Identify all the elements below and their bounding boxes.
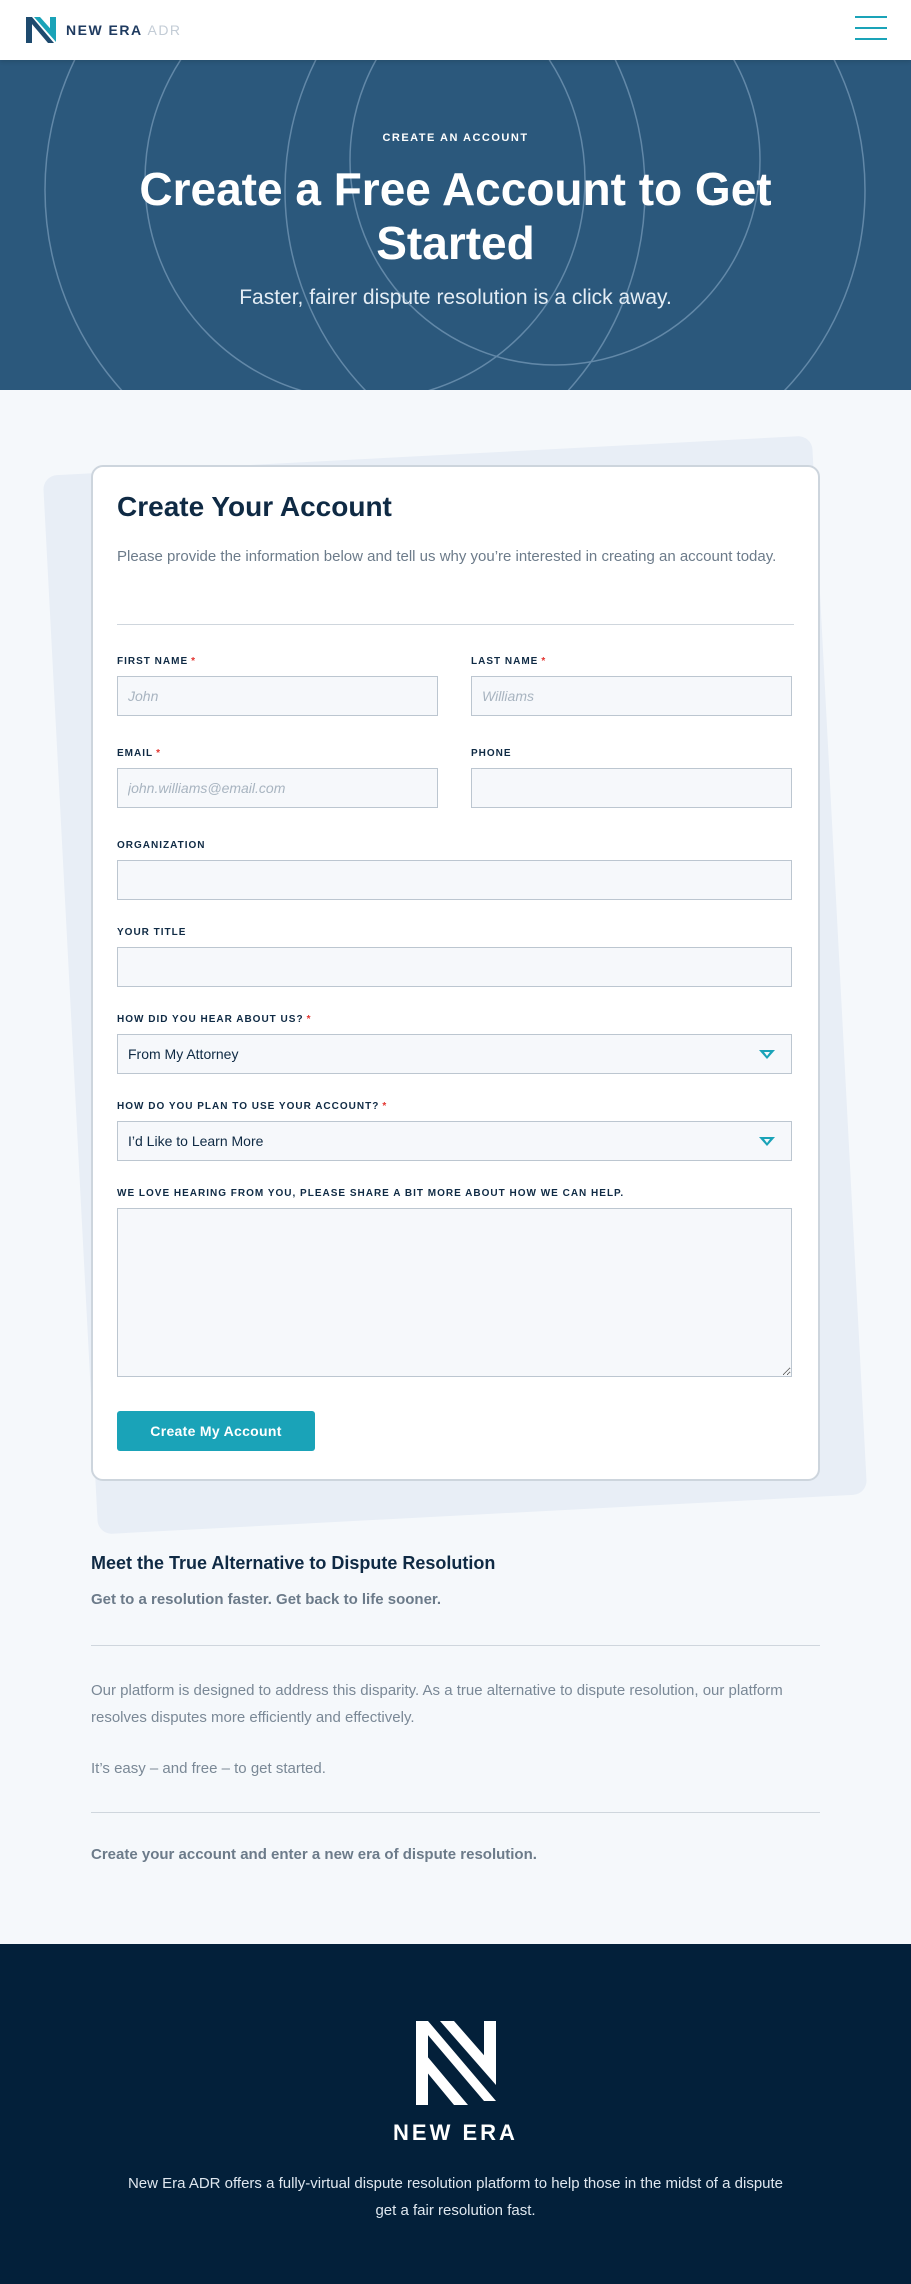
chevron-down-icon	[759, 1137, 775, 1146]
email-label: EMAIL *	[117, 748, 162, 759]
required-marker: *	[306, 1014, 312, 1025]
required-marker: *	[541, 656, 547, 667]
heard-about-selected-value: From My Attorney	[128, 1046, 239, 1062]
footer-brand: NEW ERA	[393, 2120, 518, 2145]
your-title-label: YOUR TITLE	[117, 927, 187, 938]
info-divider	[91, 1645, 820, 1646]
message-textarea[interactable]	[117, 1208, 792, 1377]
first-name-input[interactable]	[117, 676, 438, 716]
chevron-down-icon	[759, 1050, 775, 1059]
info-paragraph: It’s easy – and free – to get started.	[91, 1760, 326, 1777]
info-cta-text: Create your account and enter a new era of dispute resolution.	[91, 1846, 537, 1863]
email-input[interactable]	[117, 768, 438, 808]
plan-use-selected-value: I’d Like to Learn More	[128, 1133, 264, 1149]
info-subtitle: Get to a resolution faster. Get back to life sooner.	[91, 1591, 442, 1608]
phone-label: PHONE	[471, 748, 512, 759]
plan-use-label: HOW DO YOU PLAN TO USE YOUR ACCOUNT? *	[117, 1101, 388, 1112]
hamburger-menu-icon[interactable]	[855, 16, 887, 42]
phone-input[interactable]	[471, 768, 792, 808]
last-name-label: LAST NAME *	[471, 656, 547, 667]
info-paragraph: Our platform is designed to address this disparity. As a true alternative to dispute resolution, our platform resolves disputes more efficiently and effectively.	[91, 1682, 783, 1726]
page-title: Create a Free Account to Get Started	[139, 163, 772, 269]
brand-logo[interactable]	[24, 13, 182, 47]
organization-label: ORGANIZATION	[117, 840, 206, 851]
required-marker: *	[156, 748, 162, 759]
hero-subtitle: Faster, fairer dispute resolution is a click away.	[239, 286, 672, 309]
footer-description: New Era ADR offers a fully-virtual dispute resolution platform to help those in the midst of a dispute get a fair resolution fast.	[127, 2175, 784, 2219]
required-marker: *	[191, 656, 197, 667]
last-name-input[interactable]	[471, 676, 792, 716]
first-name-label: FIRST NAME *	[117, 656, 197, 667]
hero-eyebrow: CREATE AN ACCOUNT	[382, 132, 529, 144]
form-title: Create Your Account	[117, 491, 392, 522]
new-era-logo-icon	[24, 13, 58, 47]
heard-about-label: HOW DID YOU HEAR ABOUT US? *	[117, 1014, 312, 1025]
plan-use-select[interactable]	[117, 1121, 792, 1161]
your-title-input[interactable]	[117, 947, 792, 987]
site-footer	[0, 1944, 911, 2284]
message-label: WE LOVE HEARING FROM YOU, PLEASE SHARE A BIT MORE ABOUT HOW WE CAN HELP.	[117, 1188, 625, 1199]
create-account-form	[91, 465, 820, 1481]
organization-input[interactable]	[117, 860, 792, 900]
form-description: Please provide the information below and tell us why you’re interested in creating an account today.	[117, 548, 777, 565]
info-divider	[91, 1812, 820, 1813]
create-account-button[interactable]: Create My Account	[117, 1411, 315, 1451]
brand-name: NEW ERA ADR	[66, 22, 182, 38]
top-navigation-bar	[0, 0, 911, 60]
hero-banner	[0, 60, 911, 390]
info-title: Meet the True Alternative to Dispute Resolution	[91, 1553, 496, 1573]
required-marker: *	[382, 1101, 388, 1112]
heard-about-select[interactable]	[117, 1034, 792, 1074]
form-divider	[117, 624, 794, 625]
new-era-logo-icon	[414, 2019, 498, 2107]
